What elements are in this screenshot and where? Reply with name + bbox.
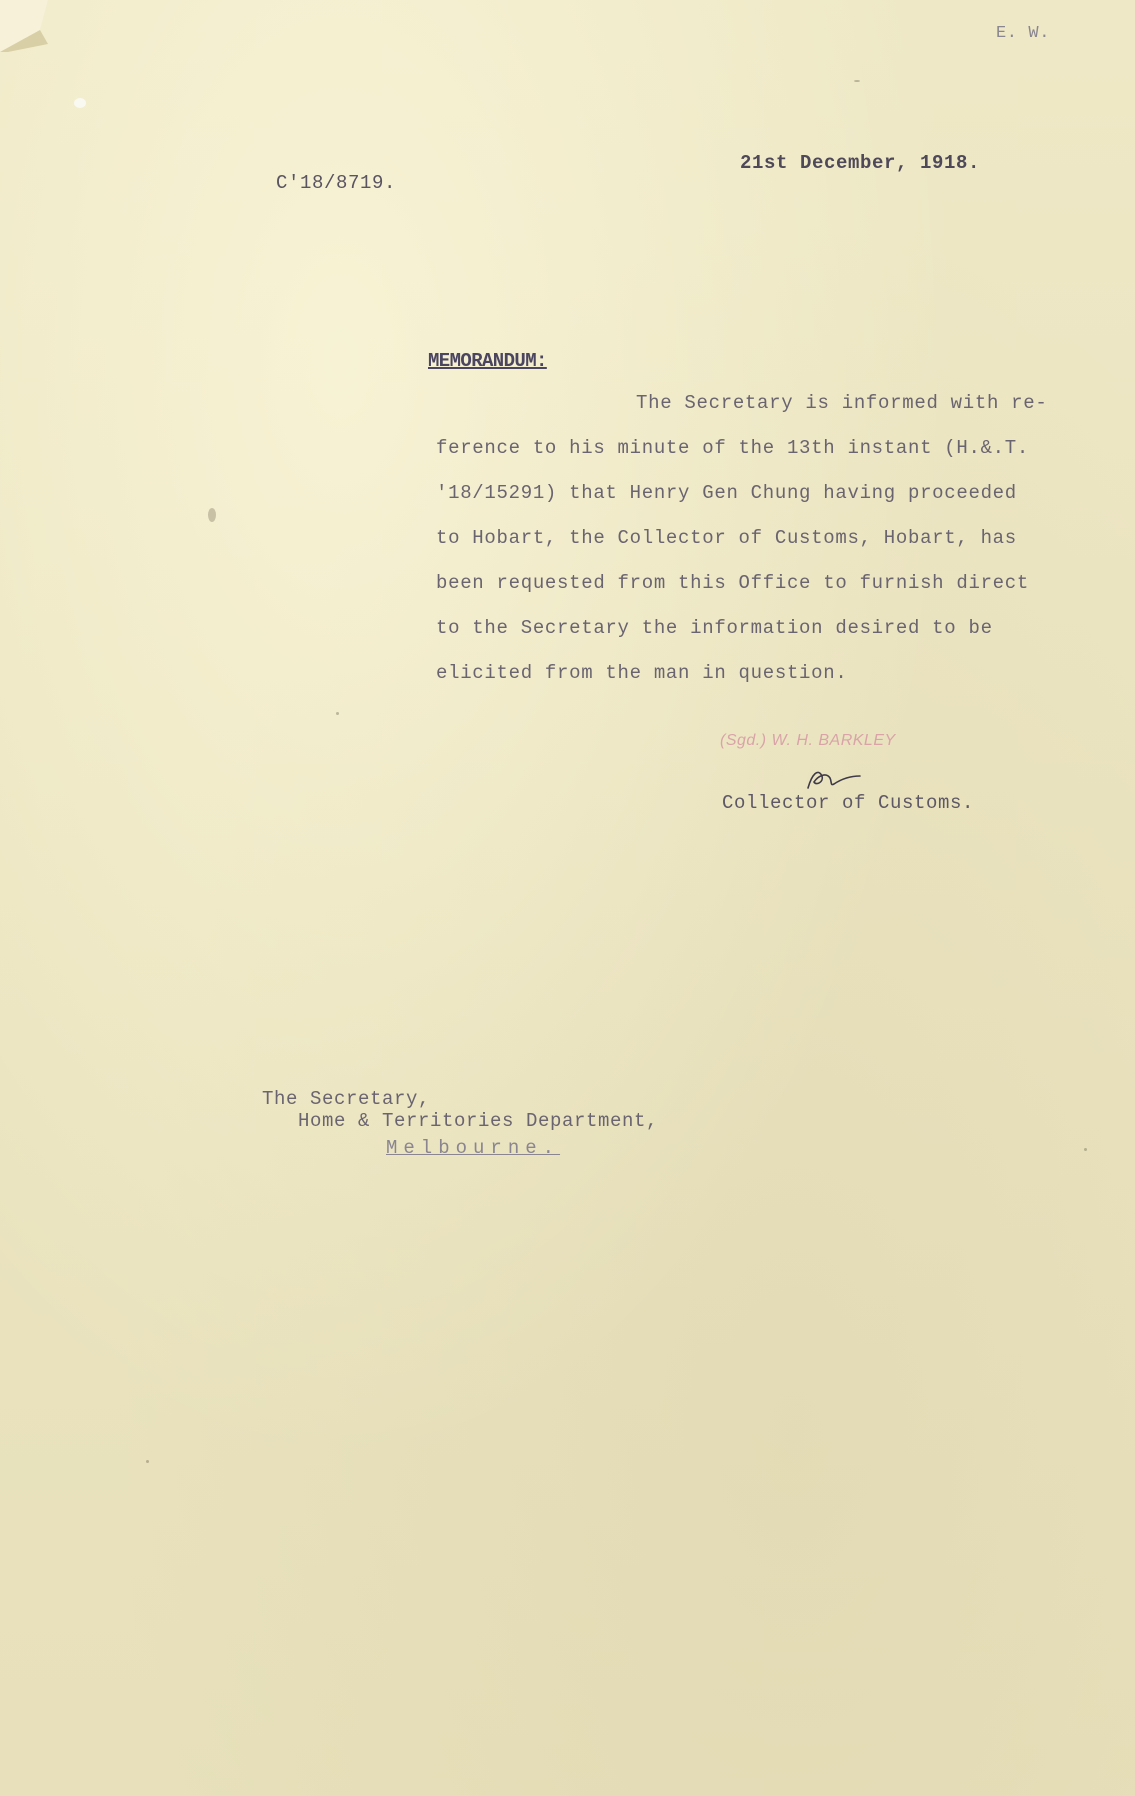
addressee-line: Home & Territories Department, <box>298 1110 659 1132</box>
memo-body-line: The Secretary is informed with re- <box>636 392 1048 414</box>
memo-body-line: been requested from this Office to furnish direct <box>436 572 1029 594</box>
reference-number: C'18/8719. <box>276 172 397 194</box>
memo-body-line: elicited from the man in question. <box>436 662 848 684</box>
paper-speck <box>74 98 86 108</box>
paper-speck <box>1084 1148 1087 1151</box>
corner-mark: E. W. <box>996 24 1051 43</box>
handwritten-initials <box>804 762 864 794</box>
addressee-line: The Secretary, <box>262 1088 431 1110</box>
addressee-city: Melbourne. <box>386 1137 561 1159</box>
memo-body-line: '18/15291) that Henry Gen Chung having proceeded <box>436 482 1017 504</box>
paper-speck <box>146 1460 149 1463</box>
paper-speck <box>208 508 216 522</box>
document-date: 21st December, 1918. <box>740 152 981 174</box>
signature-stamp: (Sgd.) W. H. BARKLEY <box>720 732 896 749</box>
memo-body-line: to the Secretary the information desired to be <box>436 617 993 639</box>
memo-title-text: MEMORANDUM: <box>428 350 547 372</box>
memo-body-line: to Hobart, the Collector of Customs, Hobart, has <box>436 527 1017 549</box>
signatory-title: Collector of Customs. <box>722 792 975 814</box>
memo-title <box>428 350 547 372</box>
corner-fold-decoration <box>0 0 48 52</box>
memo-body-line: ference to his minute of the 13th instant (H.&.T. <box>436 437 1029 459</box>
paper-speck <box>336 712 339 715</box>
paper-speck <box>854 80 860 82</box>
